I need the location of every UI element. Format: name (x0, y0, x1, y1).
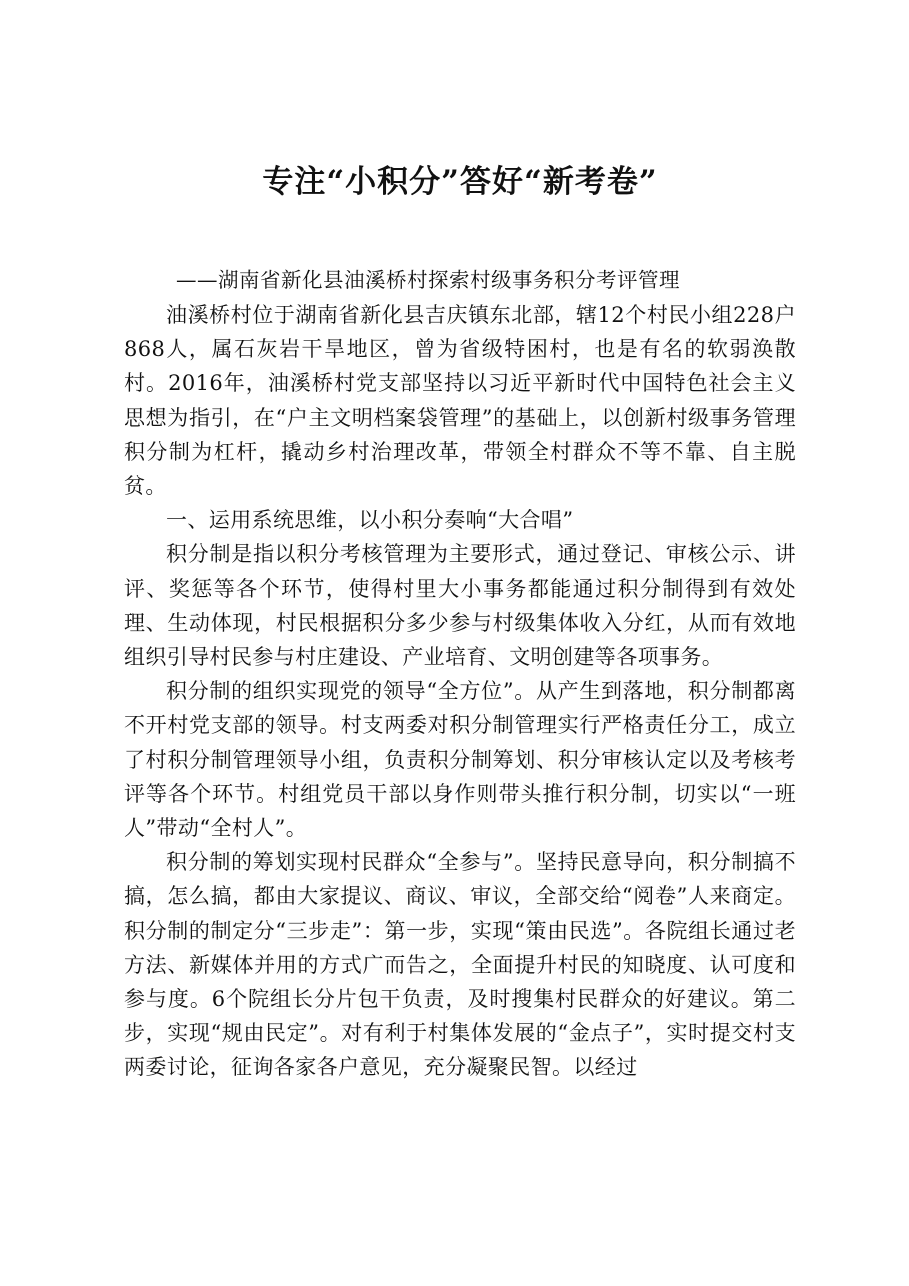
paragraph-party-leadership: 积分制的组织实现党的领导“全方位”。从产生到落地，积分制都离不开村党支部的领导。村支两委对积分制管理实行严格责任分工，成立了村积分制管理领导小组，负责积分制筹划、积分审核认定以及考核考评等各个环节。村组党员干部以身作则带头推行积分制，切实以“一班人”带动“全村人”。 (124, 679, 796, 841)
document-body (124, 298, 796, 1085)
document-subtitle: ——湖南省新化县油溪桥村探索村级事务积分考评管理 (176, 268, 680, 292)
paragraph-definition: 积分制是指以积分考核管理为主要形式，通过登记、审核公示、讲评、奖惩等各个环节，使得村里大小事务都能通过积分制得到有效处理、生动体现，村民根据积分多少参与村级集体收入分红，从而有效地组织引导村民参与村庄建设、产业培育、文明创建等各项事务。 (124, 542, 796, 670)
paragraph-public-participation: 积分制的筹划实现村民群众“全参与”。坚持民意导向，积分制搞不搞，怎么搞，都由大家提议、商议、审议，全部交给“阅卷”人来商定。积分制的制定分“三步走”：第一步，实现“策由民选”。各院组长通过老方法、新媒体并用的方式广而告之，全面提升村民的知晓度、认可度和参与度。6个院组长分片包干负责，及时搜集村民群众的好建议。第二步，实现“规由民定”。对有利于村集体发展的“金点子”，实时提交村支两委讨论，征询各家各户意见，充分凝聚民智。以经过 (124, 850, 796, 1080)
section-heading-1: 一、运用系统思维，以小积分奏响“大合唱” (166, 508, 574, 533)
document-title: 专注“小积分”答好“新考卷” (262, 164, 658, 200)
paragraph-intro: 油溪桥村位于湖南省新化县吉庆镇东北部，辖12个村民小组228户868人，属石灰岩干旱地区，曾为省级特困村，也是有名的软弱涣散村。2016年，油溪桥村党支部坚持以习近平新时代中国特色社会主义思想为指引，在“户主文明档案袋管理”的基础上，以创新村级事务管理积分制为杠杆，撬动乡村治理改革，带领全村群众不等不靠、自主脱贫。 (124, 303, 796, 499)
